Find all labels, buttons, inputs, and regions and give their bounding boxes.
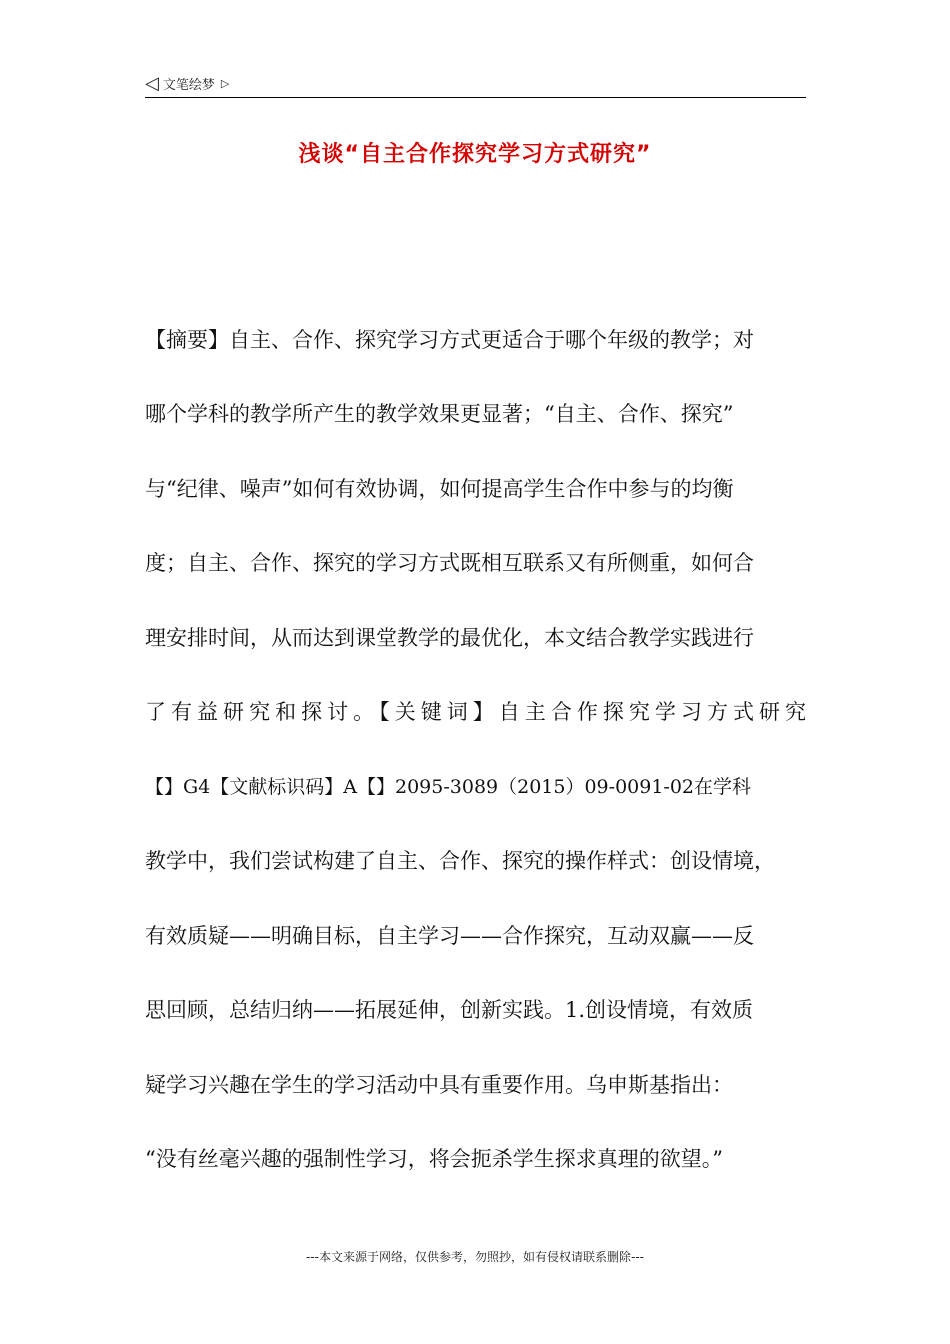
- header-text: 文笔绘梦: [162, 78, 215, 93]
- body-line: 理安排时间，从而达到课堂教学的最优化，本文结合教学实践进行: [145, 626, 754, 650]
- body-line: 疑学习兴趣在学生的学习活动中具有重要作用。乌申斯基指出：: [145, 1073, 733, 1097]
- body-line: 了有益研究和探讨。【关键词】自主合作探究学习方式研究: [145, 700, 806, 724]
- body-line: 有效质疑——明确目标，自主学习——合作探究，互动双赢——反: [145, 924, 754, 948]
- document-title: 浅谈“自主合作探究学习方式研究”: [298, 142, 652, 167]
- triangle-right-icon: ▷: [220, 77, 230, 90]
- body-line: 【】G4【文献标识码】A【】2095-3089（2015）09-0091-02在学科: [145, 776, 752, 798]
- body-line: 思回顾，总结归纳——拓展延伸，创新实践。1.创设情境，有效质: [145, 998, 754, 1022]
- body-line: 哪个学科的教学所产生的教学效果更显著；“自主、合作、探究”: [145, 402, 734, 426]
- body-line: 教学中，我们尝试构建了自主、合作、探究的操作样式：创设情境，: [145, 849, 775, 873]
- document-footer: ---本文来源于网络，仅供参考，勿照抄，如有侵权请联系删除---: [306, 1250, 644, 1264]
- body-line: 与“纪律、噪声”如何有效协调，如何提高学生合作中参与的均衡: [145, 477, 734, 501]
- document-header: [145, 74, 229, 93]
- body-line: 【摘要】自主、合作、探究学习方式更适合于哪个年级的教学；对: [145, 328, 754, 352]
- body-line: 度；自主、合作、探究的学习方式既相互联系又有所侧重，如何合: [145, 551, 754, 575]
- triangle-left-icon: ◁: [145, 72, 159, 94]
- header-rule: [145, 97, 806, 98]
- body-line: “没有丝毫兴趣的强制性学习，将会扼杀学生探求真理的欲望。”: [145, 1147, 723, 1171]
